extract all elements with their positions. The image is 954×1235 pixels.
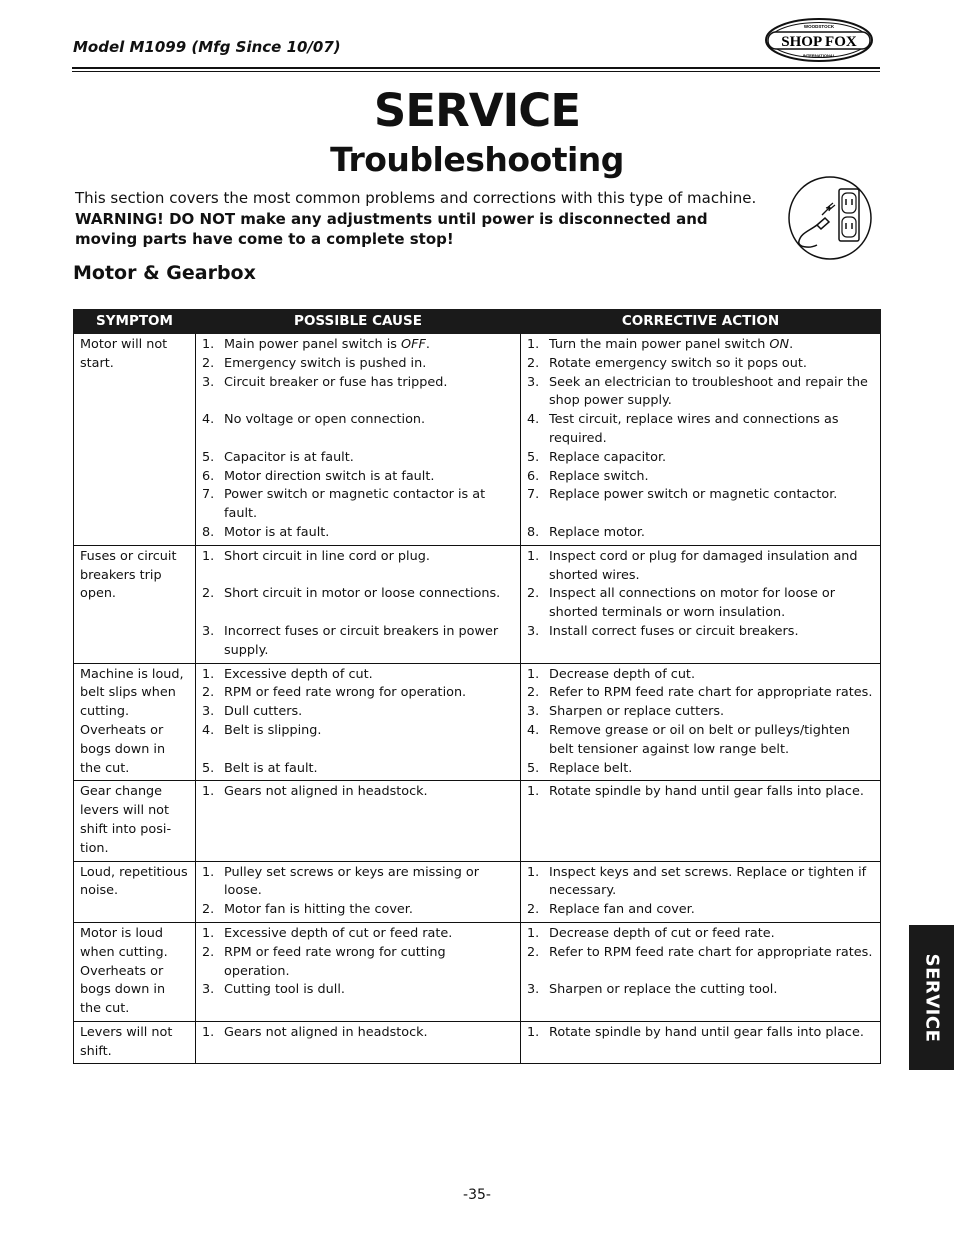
item-number: 2.: [527, 902, 540, 918]
item-text: Install correct fuses or circuit breakers.: [549, 623, 799, 639]
table-header-row: [74, 310, 881, 334]
list-item: [202, 355, 514, 374]
list-item: [202, 623, 514, 661]
item-number: 1.: [527, 666, 540, 682]
troubleshooting-table: [73, 309, 881, 1064]
list-item: [527, 666, 874, 685]
item-text: Replace capacitor.: [549, 449, 667, 465]
item-number: 2.: [202, 685, 215, 701]
list-item: [202, 741, 514, 760]
item-text: Power switch or magnetic contactor is at fault.: [224, 487, 486, 522]
list-item: [527, 722, 874, 760]
item-number: 5.: [527, 449, 540, 465]
list-item: [202, 468, 514, 487]
cause-cell: [196, 861, 521, 922]
unplug-power-icon: [787, 175, 873, 261]
list-item: [202, 864, 514, 902]
item-text: Replace fan and cover.: [549, 902, 695, 918]
symptom-cell: Fuses or circuit breakers trip open.: [74, 545, 196, 663]
item-number: 3.: [202, 374, 215, 390]
causes-list: [202, 783, 514, 802]
item-text: Cutting tool is dull.: [224, 982, 345, 998]
list-item: [527, 468, 874, 487]
item-text: Refer to RPM feed rate chart for appropriate rates.: [549, 685, 873, 701]
list-item: [527, 760, 874, 779]
item-text: Capacitor is at fault.: [224, 449, 354, 465]
table-row: [74, 922, 881, 1021]
list-item: [527, 486, 874, 505]
item-text: Motor fan is hitting the cover.: [224, 902, 413, 918]
actions-list: [527, 864, 874, 920]
list-item: [202, 925, 514, 944]
item-text: No voltage or open connection.: [224, 412, 426, 428]
list-item: [202, 684, 514, 703]
list-item: [527, 548, 874, 586]
list-item: [527, 684, 874, 703]
item-text: Belt is at fault.: [224, 760, 318, 776]
intro-warning: WARNING! DO NOT make any adjustments until power is disconnected and moving parts have come to a complete stop!: [75, 209, 708, 248]
item-number: 1.: [527, 548, 540, 564]
list-item: [202, 430, 514, 449]
item-text: Rotate spindle by hand until gear falls into place.: [549, 784, 864, 800]
causes-list: [202, 925, 514, 1000]
list-item: [202, 548, 514, 567]
list-item: [202, 392, 514, 411]
item-text: Test circuit, replace wires and connections as required.: [549, 412, 839, 446]
item-number: 3.: [527, 982, 540, 998]
list-item: [527, 505, 874, 524]
item-text: Turn the main power panel switch ON.: [549, 337, 794, 352]
list-item: [202, 944, 514, 982]
action-cell: [521, 663, 881, 781]
item-number: 1.: [527, 925, 540, 941]
page-number: -35-: [463, 1187, 491, 1203]
item-number: 1.: [527, 337, 540, 352]
page-title: SERVICE: [373, 84, 581, 137]
item-text: RPM or feed rate wrong for cutting operation.: [224, 944, 446, 979]
list-item: [527, 963, 874, 982]
table-row: [74, 781, 881, 861]
item-text: Emergency switch is pushed in.: [224, 355, 427, 371]
list-item: [527, 783, 874, 802]
shop-fox-logo: [764, 17, 874, 63]
action-cell: [521, 922, 881, 1021]
intro-text: This section covers the most common problems and corrections with this type of machine.: [75, 189, 757, 207]
action-cell: [521, 781, 881, 861]
item-text: Inspect keys and set screws. Replace or tighten if necessary.: [549, 864, 867, 899]
cause-cell: [196, 922, 521, 1021]
list-item: [527, 374, 874, 412]
item-text: Refer to RPM feed rate chart for appropriate rates.: [549, 944, 873, 960]
item-text: Inspect cord or plug for damaged insulation and shorted wires.: [549, 548, 858, 583]
list-item: [202, 1024, 514, 1043]
item-text: Main power panel switch is OFF.: [224, 337, 430, 352]
item-text: Incorrect fuses or circuit breakers in power supply.: [224, 623, 499, 658]
symptom-cell: Gear change levers will not shift into posi- tion.: [74, 781, 196, 861]
cause-cell: [196, 781, 521, 861]
list-item: [527, 703, 874, 722]
list-item: [202, 585, 514, 604]
list-item: [202, 783, 514, 802]
causes-list: [202, 548, 514, 661]
list-item: [202, 760, 514, 779]
item-text: Dull cutters.: [224, 704, 303, 720]
item-text: Remove grease or oil on belt or pulleys/tighten belt tensioner against low range belt.: [549, 722, 850, 757]
item-number: 3.: [527, 704, 540, 720]
causes-list: [202, 864, 514, 920]
item-number: 7.: [202, 487, 215, 503]
symptom-cell: Levers will not shift.: [74, 1021, 196, 1064]
list-item: [202, 567, 514, 586]
actions-list: [527, 925, 874, 1000]
actions-list: [527, 783, 874, 802]
header-symptom: SYMPTOM: [74, 310, 196, 334]
item-text: Sharpen or replace the cutting tool.: [549, 982, 778, 998]
list-item: [527, 585, 874, 623]
item-number: 8.: [527, 524, 540, 540]
item-number: 6.: [527, 468, 540, 484]
table-row: [74, 1021, 881, 1064]
list-item: [202, 901, 514, 920]
item-text: Decrease depth of cut or feed rate.: [549, 925, 775, 941]
list-item: [202, 604, 514, 623]
item-number: 6.: [202, 468, 215, 484]
table-row: [74, 861, 881, 922]
table-row: [74, 334, 881, 546]
item-number: 3.: [527, 623, 540, 639]
list-item: [202, 722, 514, 741]
list-item: [202, 374, 514, 393]
item-number: 2.: [202, 902, 215, 918]
table-row: [74, 545, 881, 663]
item-number: 1.: [527, 864, 540, 880]
item-number: 2.: [202, 586, 215, 602]
list-item: [527, 623, 874, 642]
item-number: 2.: [527, 944, 540, 960]
list-item: [527, 336, 874, 355]
header-rule: [72, 67, 880, 69]
item-text: Replace motor.: [549, 524, 645, 540]
item-number: 4.: [527, 412, 540, 428]
causes-list: [202, 336, 514, 543]
list-item: [202, 336, 514, 355]
item-number: 3.: [527, 374, 540, 390]
page-subtitle: Troubleshooting: [330, 140, 624, 179]
list-item: [202, 524, 514, 543]
list-item: [202, 449, 514, 468]
item-number: 2.: [202, 355, 215, 371]
item-number: 4.: [527, 722, 540, 738]
header-rule-thin: [72, 71, 880, 72]
list-item: [202, 666, 514, 685]
item-number: 3.: [202, 982, 215, 998]
item-text: Replace switch.: [549, 468, 649, 484]
item-text: Sharpen or replace cutters.: [549, 704, 725, 720]
item-number: 1.: [527, 784, 540, 800]
item-text: Rotate spindle by hand until gear falls into place.: [549, 1024, 864, 1040]
service-side-tab[interactable]: [909, 925, 954, 1070]
cause-cell: [196, 334, 521, 546]
header-possible-cause: POSSIBLE CAUSE: [196, 310, 521, 334]
action-cell: [521, 861, 881, 922]
item-number: 1.: [202, 548, 215, 564]
logo-small-top: WOODSTOCK: [803, 24, 835, 29]
list-item: [527, 925, 874, 944]
item-number: 5.: [202, 760, 215, 776]
symptom-cell: Machine is loud, belt slips when cutting. Overheats or bogs down in the cut.: [74, 663, 196, 781]
item-number: 2.: [202, 944, 215, 960]
item-number: 5.: [202, 449, 215, 465]
item-number: 4.: [202, 412, 215, 428]
list-item: [202, 703, 514, 722]
side-tab-label: SERVICE: [921, 953, 942, 1042]
section-heading: Motor & Gearbox: [73, 262, 256, 284]
item-number: 1.: [202, 925, 215, 941]
item-text: Motor is at fault.: [224, 524, 330, 540]
item-text: Decrease depth of cut.: [549, 666, 696, 682]
list-item: [527, 944, 874, 963]
item-number: 1.: [202, 1024, 215, 1040]
item-number: 2.: [527, 355, 540, 371]
item-text: Inspect all connections on motor for loose or shorted terminals or worn insulation.: [549, 586, 835, 621]
item-text: Circuit breaker or fuse has tripped.: [224, 374, 448, 390]
intro-paragraph: [75, 188, 765, 250]
logo-text: SHOP FOX: [781, 34, 857, 50]
header-corrective-action: CORRECTIVE ACTION: [521, 310, 881, 334]
item-text: Replace power switch or magnetic contactor.: [549, 487, 838, 503]
actions-list: [527, 548, 874, 642]
item-number: 3.: [202, 704, 215, 720]
symptom-cell: Motor is loud when cutting. Overheats or bogs down in the cut.: [74, 922, 196, 1021]
symptom-cell: Loud, repetitious noise.: [74, 861, 196, 922]
item-text: Excessive depth of cut or feed rate.: [224, 925, 453, 941]
actions-list: [527, 1024, 874, 1043]
item-text: Seek an electrician to troubleshoot and repair the shop power supply.: [549, 374, 868, 409]
symptom-cell: Motor will not start.: [74, 334, 196, 546]
item-text: Short circuit in line cord or plug.: [224, 548, 430, 564]
item-text: Rotate emergency switch so it pops out.: [549, 355, 807, 371]
item-number: 1.: [527, 1024, 540, 1040]
item-number: 8.: [202, 524, 215, 540]
item-text: RPM or feed rate wrong for operation.: [224, 685, 467, 701]
item-number: 2.: [527, 685, 540, 701]
list-item: [527, 524, 874, 543]
item-number: 1.: [202, 784, 215, 800]
item-number: 1.: [202, 864, 215, 880]
list-item: [527, 864, 874, 902]
item-number: 1.: [202, 666, 215, 682]
action-cell: [521, 334, 881, 546]
causes-list: [202, 666, 514, 779]
item-text: Motor direction switch is at fault.: [224, 468, 435, 484]
item-number: 5.: [527, 760, 540, 776]
item-number: 2.: [527, 586, 540, 602]
list-item: [202, 981, 514, 1000]
list-item: [527, 981, 874, 1000]
list-item: [527, 449, 874, 468]
causes-list: [202, 1024, 514, 1043]
item-text: Short circuit in motor or loose connections.: [224, 586, 501, 602]
list-item: [202, 411, 514, 430]
item-number: 4.: [202, 722, 215, 738]
item-text: Gears not aligned in headstock.: [224, 784, 428, 800]
cause-cell: [196, 545, 521, 663]
action-cell: [521, 1021, 881, 1064]
item-text: Gears not aligned in headstock.: [224, 1024, 428, 1040]
list-item: [527, 355, 874, 374]
action-cell: [521, 545, 881, 663]
logo-small-bottom: INTERNATIONAL: [802, 53, 836, 58]
cause-cell: [196, 663, 521, 781]
item-number: 1.: [202, 337, 215, 352]
list-item: [527, 411, 874, 449]
cause-cell: [196, 1021, 521, 1064]
item-number: 3.: [202, 623, 215, 639]
list-item: [527, 1024, 874, 1043]
actions-list: [527, 336, 874, 543]
item-number: 7.: [527, 487, 540, 503]
list-item: [202, 486, 514, 524]
item-text: Excessive depth of cut.: [224, 666, 373, 682]
actions-list: [527, 666, 874, 779]
item-text: Replace belt.: [549, 760, 633, 776]
list-item: [527, 901, 874, 920]
model-header: Model M1099 (Mfg Since 10/07): [73, 38, 341, 56]
table-row: [74, 663, 881, 781]
item-text: Belt is slipping.: [224, 722, 322, 738]
item-text: Pulley set screws or keys are missing or loose.: [224, 864, 479, 899]
